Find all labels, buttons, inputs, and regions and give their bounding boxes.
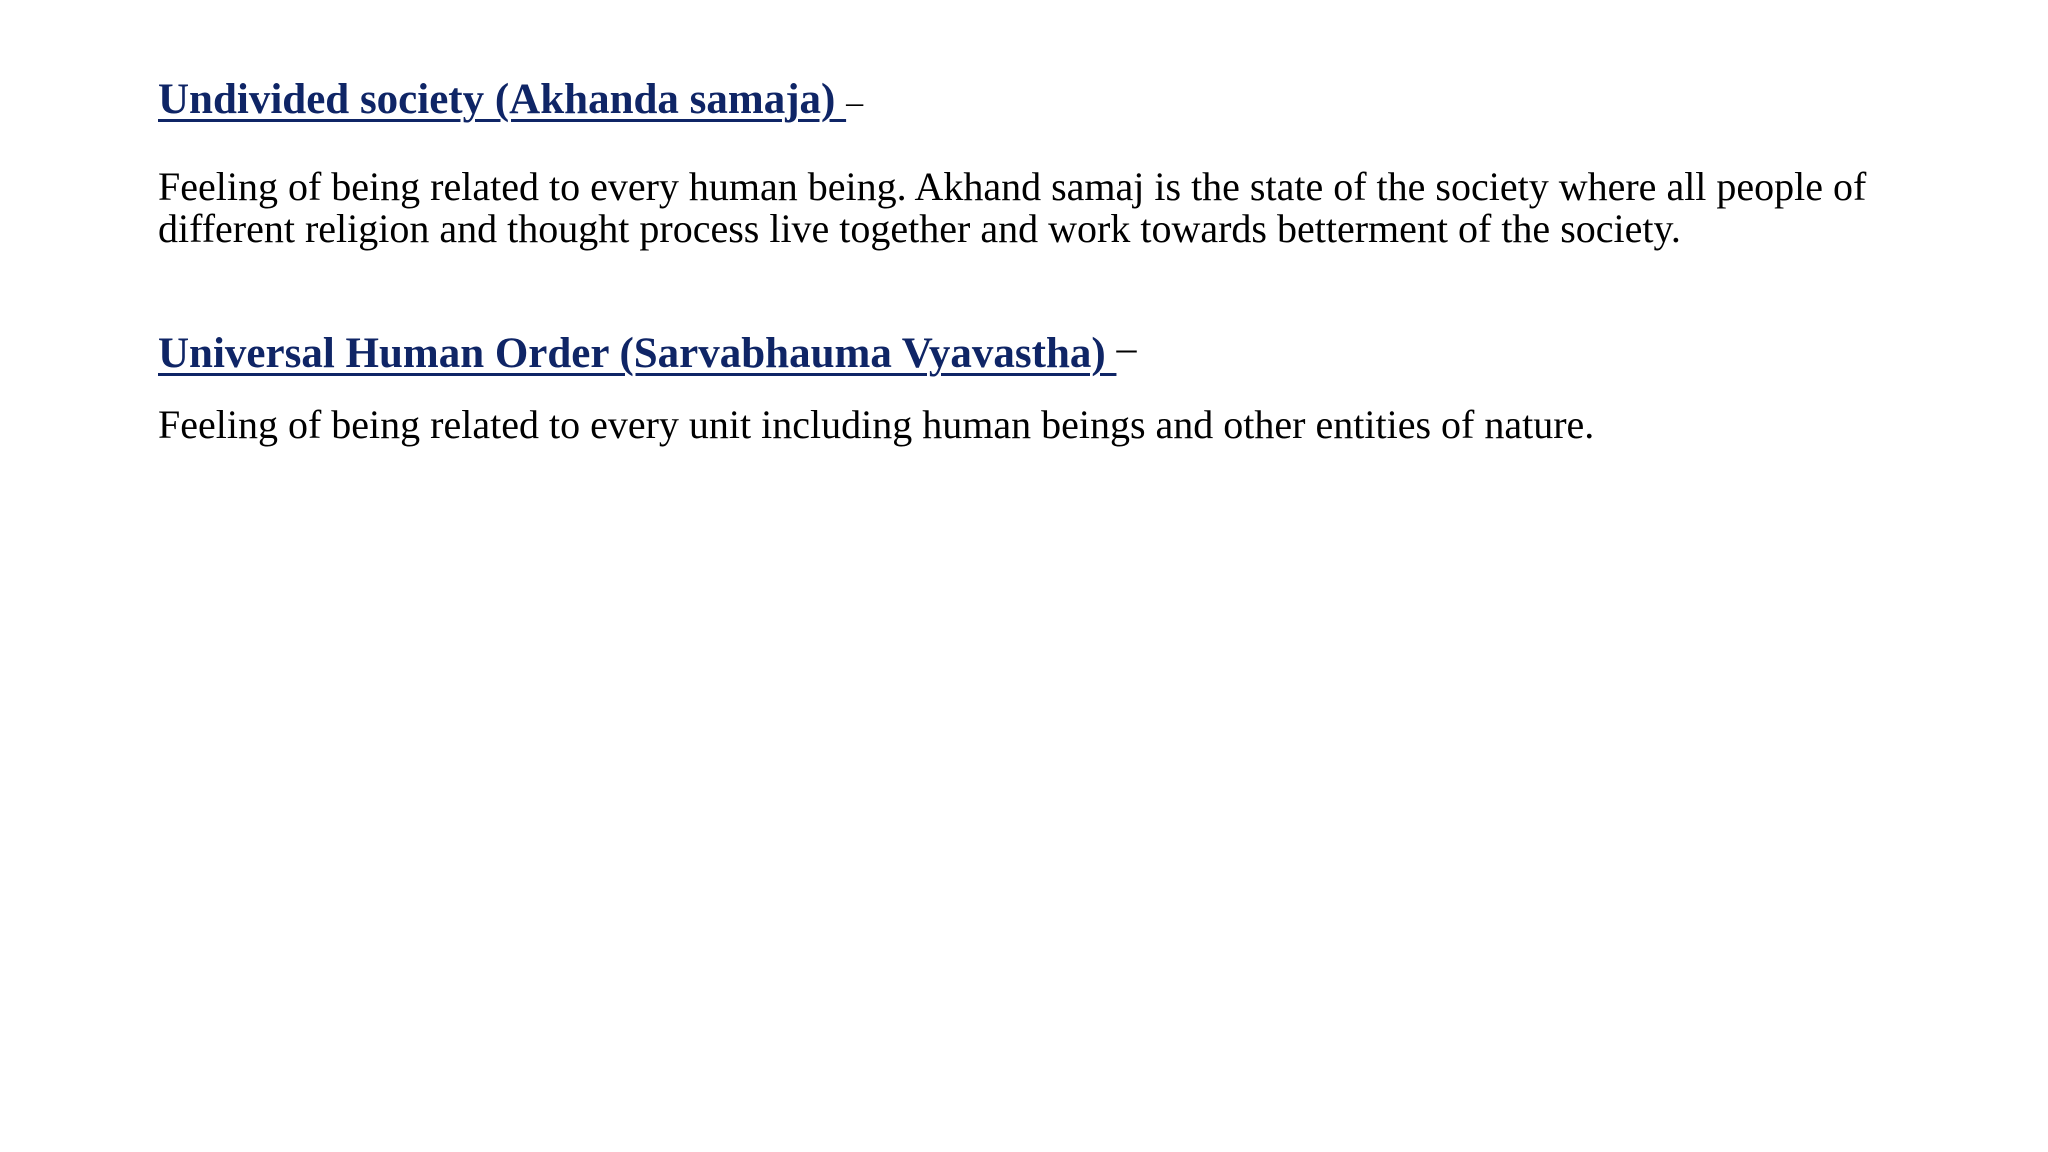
heading-dash: – xyxy=(1116,325,1137,370)
section-heading-universal-human-order xyxy=(158,325,1137,380)
heading-title: Undivided society (Akhanda samaja) xyxy=(158,76,847,123)
heading-dash: – xyxy=(846,84,864,121)
section-body-akhanda-samaja: Feeling of being related to every human being. Akhand samaj is the state of the society where all people of different religion and thought process live together and work towards betterment of the society. xyxy=(158,164,1867,251)
heading-title: Universal Human Order (Sarvabhauma Vyavastha) xyxy=(158,330,1117,377)
section-body-universal-human-order: Feeling of being related to every unit including human beings and other entities of nature. xyxy=(158,402,1595,447)
section-heading-akhanda-samaja xyxy=(158,74,863,129)
